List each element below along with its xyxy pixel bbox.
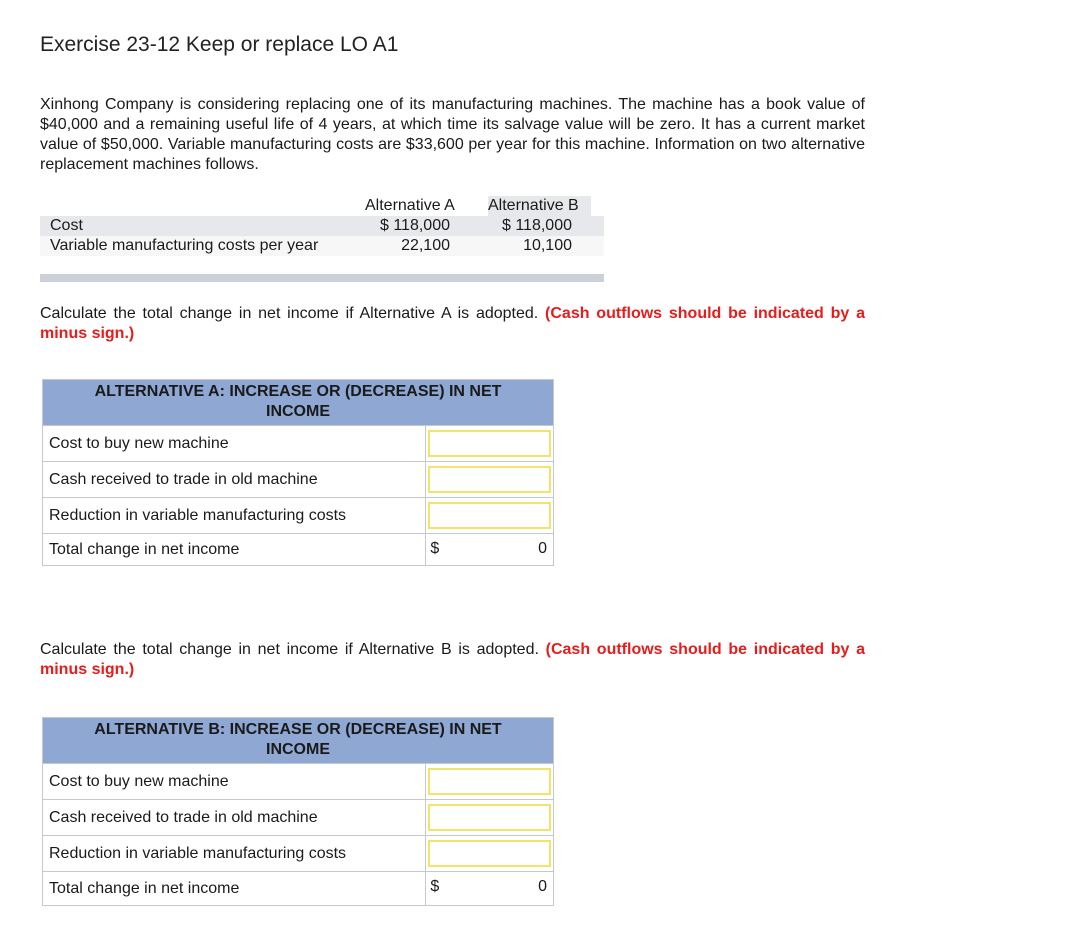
header-alternative-a: Alternative A <box>365 197 455 214</box>
row-label: Cost to buy new machine <box>43 426 426 462</box>
total-label: Total change in net income <box>43 872 426 906</box>
table-row <box>43 498 554 534</box>
alt-b-total-value: 0 <box>538 878 547 895</box>
problem-description: Xinhong Company is considering replacing one of its manufacturing machines. The machine has a book value of $40,000 and a remaining useful life of 4 years, at which time its salvage value will be zero. It has a current market value of $50,000. Variable manufacturing costs are $33,600 per year for this machine. Information on two alternative replacement machines follows. <box>40 96 865 173</box>
alternative-a-answer-table <box>42 379 554 566</box>
info-header-row <box>40 196 604 216</box>
table-row <box>43 426 554 462</box>
part-b-instruction-note: (Cash outflows should be indicated by a minus sign.) <box>40 641 865 678</box>
info-row-label: Cost <box>50 217 83 234</box>
row-label: Cost to buy new machine <box>43 764 426 800</box>
alt-b-trade-in-input[interactable] <box>428 804 551 831</box>
part-a-prompt <box>40 304 865 344</box>
table-row <box>43 836 554 872</box>
cost-alternative-a: $ 118,000 <box>380 217 450 234</box>
variable-costs-alternative-a: 22,100 <box>401 237 450 254</box>
row-label: Reduction in variable manufacturing costs <box>43 498 426 534</box>
alt-b-cost-new-machine-input[interactable] <box>428 768 551 795</box>
part-a-prompt-text: Calculate the total change in net income if Alternative A is adopted. <box>40 305 539 322</box>
alternative-b-table-heading: ALTERNATIVE B: INCREASE OR (DECREASE) IN NET INCOME <box>43 718 554 764</box>
currency-symbol: $ <box>430 878 440 895</box>
alt-a-total-cell <box>426 534 554 566</box>
info-row-label: Variable manufacturing costs per year <box>50 237 319 254</box>
row-label: Cash received to trade in old machine <box>43 462 426 498</box>
alt-b-reduction-variable-costs-input[interactable] <box>428 840 551 867</box>
alternatives-info-table <box>40 196 604 282</box>
alt-a-total-value: 0 <box>538 540 547 557</box>
header-alternative-b: Alternative B <box>488 196 591 216</box>
info-row-cost <box>40 216 604 236</box>
alternative-b-answer-table <box>42 717 554 906</box>
alt-a-reduction-variable-costs-input[interactable] <box>428 502 551 529</box>
currency-symbol: $ <box>430 540 440 557</box>
row-label: Reduction in variable manufacturing costs <box>43 836 426 872</box>
alternative-a-table-heading: ALTERNATIVE A: INCREASE OR (DECREASE) IN NET INCOME <box>43 380 554 426</box>
table-row <box>43 800 554 836</box>
alt-b-total-cell <box>426 872 554 906</box>
part-a-instruction-note: (Cash outflows should be indicated by a minus sign.) <box>40 305 865 342</box>
table-footer-bar <box>40 274 604 282</box>
row-label: Cash received to trade in old machine <box>43 800 426 836</box>
alt-a-trade-in-input[interactable] <box>428 466 551 493</box>
part-b-prompt-text: Calculate the total change in net income if Alternative B is adopted. <box>40 641 539 658</box>
total-row <box>43 534 554 566</box>
total-row <box>43 872 554 906</box>
alt-a-cost-new-machine-input[interactable] <box>428 430 551 457</box>
total-label: Total change in net income <box>43 534 426 566</box>
cost-alternative-b: $ 118,000 <box>502 217 572 234</box>
part-b-prompt <box>40 640 865 680</box>
table-row <box>43 462 554 498</box>
variable-costs-alternative-b: 10,100 <box>523 237 572 254</box>
info-row-variable-costs <box>40 236 604 256</box>
exercise-title: Exercise 23-12 Keep or replace LO A1 <box>40 33 399 56</box>
table-row <box>43 764 554 800</box>
